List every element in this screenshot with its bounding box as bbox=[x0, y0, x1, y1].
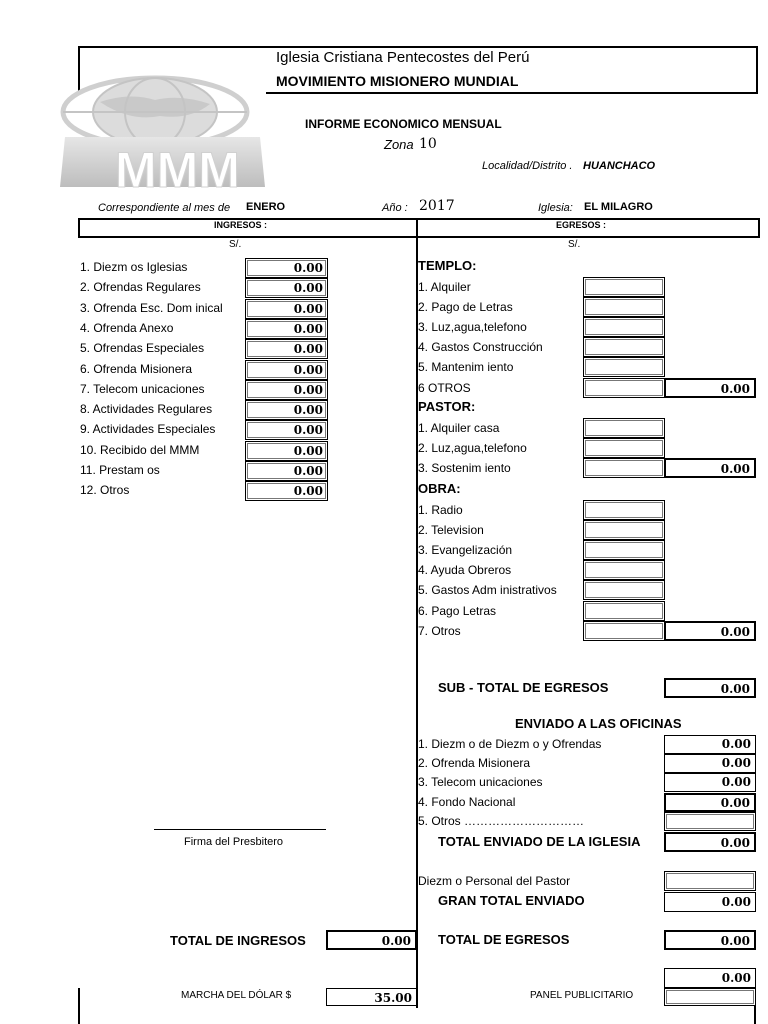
templo-item-field[interactable] bbox=[583, 337, 665, 357]
gran-total-label: GRAN TOTAL ENVIADO bbox=[438, 893, 585, 908]
enviado-item-field[interactable]: 0.00 bbox=[664, 773, 756, 792]
signature-line bbox=[154, 829, 326, 830]
ingreso-field[interactable]: 0.00 bbox=[245, 299, 328, 319]
enviado-item-field[interactable]: 0.00 bbox=[664, 754, 756, 773]
total-ingresos-label: TOTAL DE INGRESOS bbox=[170, 933, 306, 948]
enviado-item-label: 1. Diezm o de Diezm o y Ofrendas bbox=[418, 737, 602, 751]
ingreso-label: 12. Otros bbox=[80, 483, 130, 498]
enviado-item-label: 3. Telecom unicaciones bbox=[418, 775, 543, 790]
panel-label: PANEL PUBLICITARIO bbox=[530, 990, 634, 1001]
ingreso-field[interactable]: 0.00 bbox=[245, 400, 328, 420]
signature-label: Firma del Presbitero bbox=[184, 836, 284, 848]
ingreso-field[interactable]: 0.00 bbox=[245, 278, 328, 298]
ingreso-label: 7. Telecom unicaciones bbox=[80, 381, 205, 396]
locality-value: HUANCHACO bbox=[583, 160, 656, 172]
ingreso-field[interactable]: 0.00 bbox=[245, 481, 328, 501]
pastor-item-label: 2. Luz,agua,telefono bbox=[418, 441, 527, 456]
templo-total-field[interactable]: 0.00 bbox=[664, 378, 756, 398]
extra-total-field[interactable]: 0.00 bbox=[664, 968, 756, 988]
section-header-row bbox=[78, 218, 760, 238]
bottom-left-rule bbox=[78, 988, 80, 1024]
templo-item-field[interactable] bbox=[583, 378, 665, 398]
templo-item-field[interactable] bbox=[583, 277, 665, 297]
obra-item-label: 2. Television bbox=[418, 523, 484, 538]
pastor-total-field[interactable]: 0.00 bbox=[664, 458, 756, 478]
report-title: INFORME ECONOMICO MENSUAL bbox=[305, 117, 502, 131]
templo-item-label: 4. Gastos Construcción bbox=[418, 340, 543, 355]
obra-item-label: 5. Gastos Adm inistrativos bbox=[418, 583, 557, 598]
obra-item-field[interactable] bbox=[583, 580, 665, 600]
church-name-label: Iglesia: bbox=[538, 202, 573, 214]
panel-field[interactable] bbox=[664, 988, 756, 1006]
obra-item-field[interactable] bbox=[583, 560, 665, 580]
ingreso-label: 10. Recibido del MMM bbox=[80, 442, 200, 457]
diezmo-pastor-label: Diezm o Personal del Pastor bbox=[418, 874, 571, 888]
section-templo: TEMPLO: bbox=[418, 258, 477, 273]
section-obra: OBRA: bbox=[418, 481, 461, 496]
obra-item-field[interactable] bbox=[583, 621, 665, 641]
obra-item-field[interactable] bbox=[583, 601, 665, 621]
obra-item-label: 4. Ayuda Obreros bbox=[418, 563, 512, 578]
pastor-item-label: 1. Alquiler casa bbox=[418, 421, 500, 435]
egresos-currency: S/. bbox=[568, 239, 581, 250]
templo-item-label: 6 OTROS bbox=[418, 380, 471, 395]
movement-title: MOVIMIENTO MISIONERO MUNDIAL bbox=[276, 73, 519, 89]
total-ingresos-field[interactable]: 0.00 bbox=[326, 930, 417, 950]
obra-item-label: 7. Otros bbox=[418, 623, 461, 638]
dollar-label: MARCHA DEL DÓLAR $ bbox=[181, 990, 292, 1001]
obra-total-field[interactable]: 0.00 bbox=[664, 621, 756, 641]
ingreso-label: 1. Diezm os Iglesias bbox=[80, 260, 188, 274]
enviado-item-field[interactable]: 0.00 bbox=[664, 793, 756, 812]
dollar-field[interactable]: 35.00 bbox=[326, 988, 417, 1006]
obra-item-field[interactable] bbox=[583, 540, 665, 560]
pastor-item-label: 3. Sostenim iento bbox=[418, 461, 511, 476]
section-pastor: PASTOR: bbox=[418, 399, 476, 414]
zone-label: Zona bbox=[384, 137, 414, 152]
enviado-item-label: 2. Ofrenda Misionera bbox=[418, 756, 531, 771]
templo-item-field[interactable] bbox=[583, 317, 665, 337]
subtotal-egresos-field[interactable]: 0.00 bbox=[664, 678, 756, 698]
church-name-value: EL MILAGRO bbox=[584, 201, 653, 213]
ingreso-label: 9. Actividades Especiales bbox=[80, 422, 216, 437]
ingreso-field[interactable]: 0.00 bbox=[245, 441, 328, 461]
ingreso-field[interactable]: 0.00 bbox=[245, 380, 328, 400]
year-value: 2017 bbox=[419, 198, 455, 214]
church-title: Iglesia Cristiana Pentecostes del Perú bbox=[276, 49, 530, 66]
ingreso-label: 3. Ofrenda Esc. Dom inical bbox=[80, 300, 223, 315]
ingreso-field[interactable]: 0.00 bbox=[245, 258, 328, 278]
obra-item-label: 3. Evangelización bbox=[418, 543, 513, 558]
gran-total-field[interactable]: 0.00 bbox=[664, 892, 756, 912]
month-label: Correspondiente al mes de bbox=[98, 202, 231, 214]
locality-label: Localidad/Distrito . bbox=[482, 160, 573, 172]
templo-item-field[interactable] bbox=[583, 297, 665, 317]
diezmo-pastor-field[interactable] bbox=[664, 871, 756, 891]
templo-item-label: 3. Luz,agua,telefono bbox=[418, 320, 527, 335]
year-label: Año : bbox=[382, 202, 408, 214]
ingreso-label: 8. Actividades Regulares bbox=[80, 402, 213, 417]
ingreso-field[interactable]: 0.00 bbox=[245, 360, 328, 380]
obra-item-label: 6. Pago Letras bbox=[418, 603, 497, 618]
total-enviado-field[interactable]: 0.00 bbox=[664, 832, 756, 852]
ingresos-title: INGRESOS : bbox=[214, 220, 268, 230]
enviado-item-field[interactable]: 0.00 bbox=[664, 735, 756, 754]
total-egresos-label: TOTAL DE EGRESOS bbox=[438, 932, 570, 947]
ingreso-field[interactable]: 0.00 bbox=[245, 339, 328, 359]
enviado-item-label: 5. Otros ………………………… bbox=[418, 813, 585, 828]
enviado-title: ENVIADO A LAS OFICINAS bbox=[515, 716, 682, 731]
egresos-title: EGRESOS : bbox=[556, 220, 607, 230]
enviado-item-field[interactable] bbox=[664, 812, 756, 831]
total-egresos-field[interactable]: 0.00 bbox=[664, 930, 756, 950]
ingreso-label: 11. Prestam os bbox=[80, 463, 160, 477]
total-enviado-label: TOTAL ENVIADO DE LA IGLESIA bbox=[438, 834, 641, 849]
zone-value: 10 bbox=[419, 136, 437, 152]
logo-text: MMM bbox=[115, 142, 240, 197]
ingresos-currency: S/. bbox=[229, 239, 242, 250]
ingreso-field[interactable]: 0.00 bbox=[245, 420, 328, 440]
obra-item-field[interactable] bbox=[583, 500, 665, 520]
ingreso-field[interactable]: 0.00 bbox=[245, 461, 328, 481]
ingreso-label: 5. Ofrendas Especiales bbox=[80, 341, 205, 356]
ingreso-field[interactable]: 0.00 bbox=[245, 319, 328, 339]
ingreso-label: 4. Ofrenda Anexo bbox=[80, 320, 174, 335]
templo-item-label: 1. Alquiler bbox=[418, 280, 471, 294]
subtotal-egresos-label: SUB - TOTAL DE EGRESOS bbox=[438, 680, 609, 695]
obra-item-field[interactable] bbox=[583, 520, 665, 540]
pastor-item-field[interactable] bbox=[583, 418, 665, 438]
enviado-item-label: 4. Fondo Nacional bbox=[418, 794, 516, 809]
pastor-item-field[interactable] bbox=[583, 458, 665, 478]
mmm-logo bbox=[60, 72, 270, 197]
templo-item-label: 2. Pago de Letras bbox=[418, 300, 513, 315]
ingreso-label: 6. Ofrenda Misionera bbox=[80, 361, 193, 376]
templo-item-label: 5. Mantenim iento bbox=[418, 360, 514, 375]
month-value: ENERO bbox=[246, 201, 286, 213]
ingreso-label: 2. Ofrendas Regulares bbox=[80, 280, 201, 295]
pastor-item-field[interactable] bbox=[583, 438, 665, 458]
obra-item-label: 1. Radio bbox=[418, 503, 463, 517]
header-underline bbox=[266, 92, 756, 94]
templo-item-field[interactable] bbox=[583, 357, 665, 377]
